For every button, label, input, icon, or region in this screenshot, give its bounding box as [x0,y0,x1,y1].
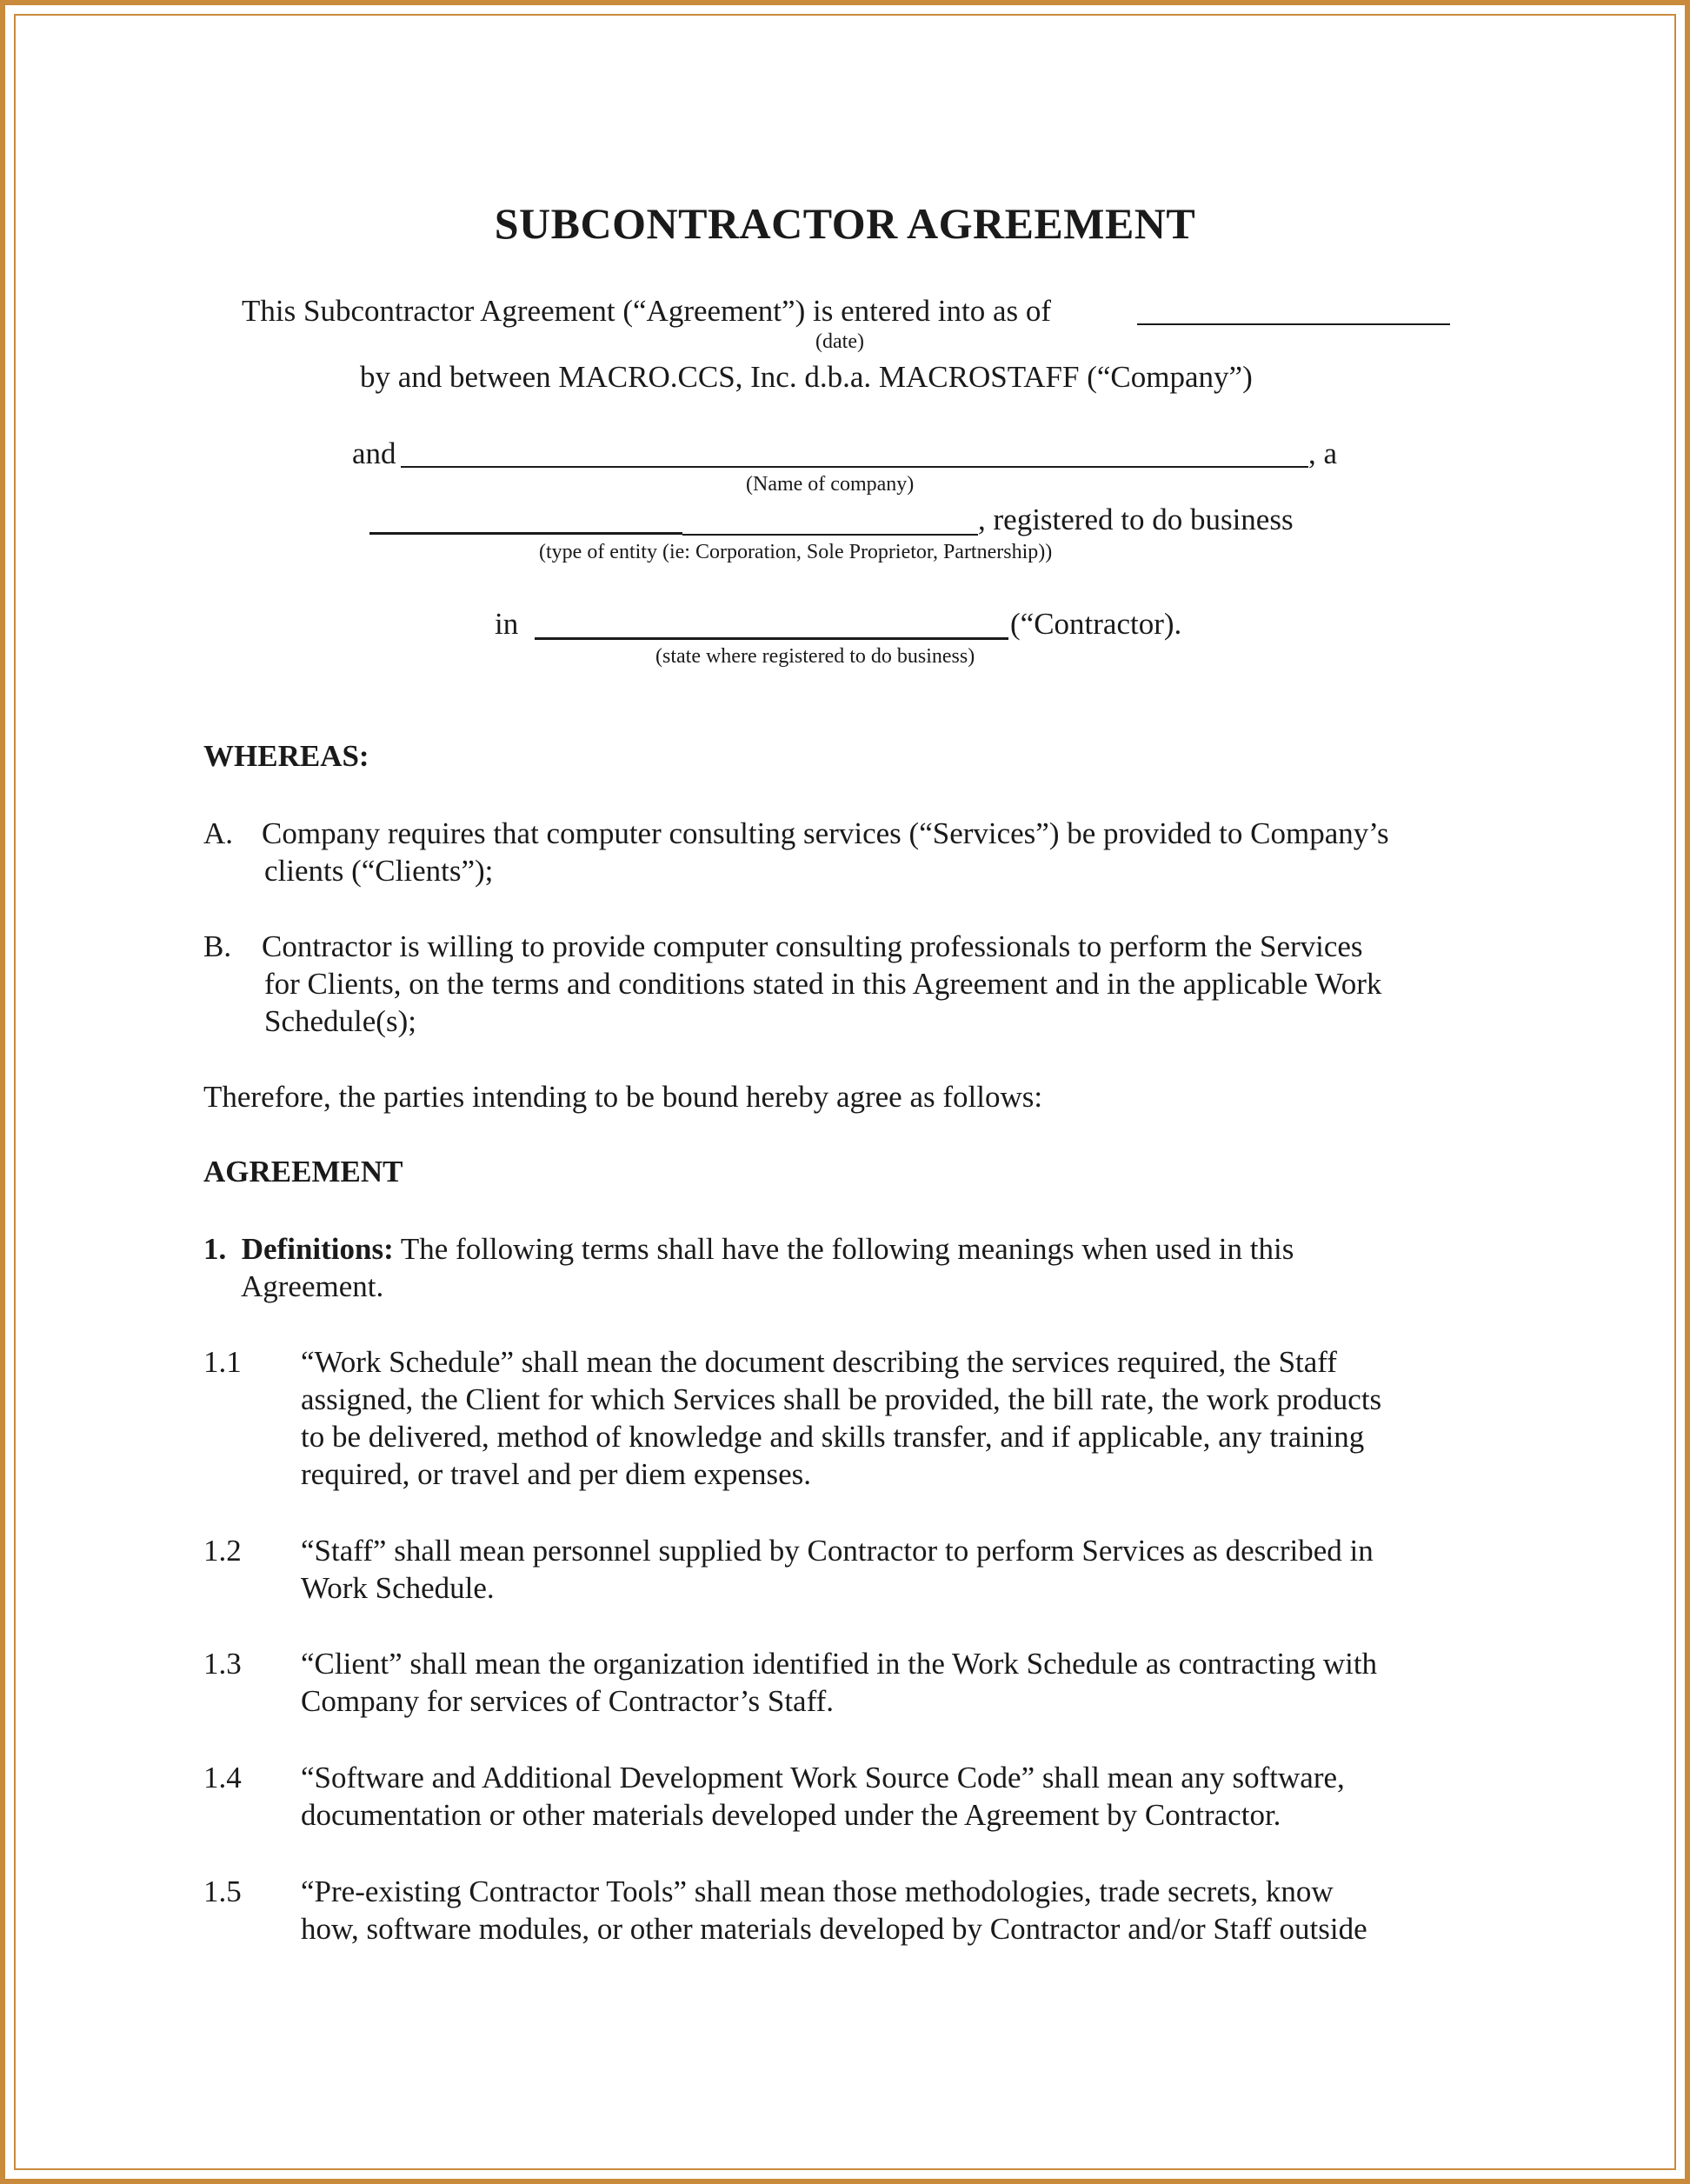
definition-line: “Software and Additional Development Work Source Code” shall mean any software, [301,1761,1345,1794]
contractor-suffix: (“Contractor). [1010,607,1182,641]
company-name-blank[interactable] [401,466,1308,468]
section-1-number: 1. [203,1232,227,1266]
in-label: in [495,607,519,641]
state-caption: (state where registered to do business) [655,645,975,668]
date-caption: (date) [815,330,864,353]
whereas-a-line-2: clients (“Clients”); [264,854,494,888]
definition-line: documentation or other materials developed under the Agreement by Contractor. [301,1798,1281,1832]
whereas-b-line-2: for Clients, on the terms and conditions stated in this Agreement and in the applicable Work [264,967,1382,1001]
whereas-b-line-3: Schedule(s); [264,1004,416,1038]
date-blank[interactable] [1137,323,1450,325]
definition-line: “Pre-existing Contractor Tools” shall mean those methodologies, trade secrets, know [301,1874,1334,1908]
whereas-marker-b: B. [203,929,232,963]
whereas-a-line-1: Company requires that computer consulting services (“Services”) be provided to Company’s [262,816,1389,850]
entity-caption: (type of entity (ie: Corporation, Sole Proprietor, Partnership)) [539,541,1053,563]
therefore-text: Therefore, the parties intending to be bound hereby agree as follows: [203,1080,1043,1114]
name-caption: (Name of company) [746,473,915,496]
whereas-b-line-1: Contractor is willing to provide computer consulting professionals to perform the Services [262,929,1363,963]
definition-number: 1.4 [203,1761,242,1794]
section-1-line-1 [203,1230,1294,1268]
intro-text-1: This Subcontractor Agreement (“Agreement”) is entered into as of [242,294,1052,328]
entity-blank-2[interactable] [682,534,978,536]
and-suffix: , a [1308,436,1338,470]
definition-line: required, or travel and per diem expenses. [301,1457,811,1491]
whereas-heading: WHEREAS: [203,739,369,773]
entity-blank-1[interactable] [369,532,682,535]
definition-number: 1.1 [203,1345,242,1379]
section-1-label: Definitions: [241,1232,394,1266]
document-title: SUBCONTRACTOR AGREEMENT [494,199,1196,248]
section-1-text-1: The following terms shall have the following meanings when used in this [400,1232,1294,1266]
definition-line: “Staff” shall mean personnel supplied by Contractor to perform Services as described in [301,1534,1374,1568]
definition-line: “Client” shall mean the organization identified in the Work Schedule as contracting with [301,1647,1378,1681]
definition-line: Company for services of Contractor’s Staff. [301,1684,835,1718]
definition-number: 1.2 [203,1534,242,1568]
definition-line: “Work Schedule” shall mean the document describing the services required, the Staff [301,1345,1337,1379]
definition-line: how, software modules, or other materials developed by Contractor and/or Staff outside [301,1912,1367,1946]
whereas-marker-a: A. [203,816,234,850]
and-label: and [352,436,396,470]
intro-line-1 [242,292,1051,330]
registered-suffix: , registered to do business [978,503,1294,536]
state-blank[interactable] [535,637,1008,640]
agreement-heading: AGREEMENT [203,1155,403,1189]
definition-number: 1.3 [203,1647,242,1681]
section-1-text-2: Agreement. [241,1269,384,1303]
definition-line: Work Schedule. [301,1571,495,1605]
definition-line: to be delivered, method of knowledge and skills transfer, and if applicable, any training [301,1420,1365,1454]
intro-line-2: by and between MACRO.CCS, Inc. d.b.a. MACROSTAFF (“Company”) [360,360,1253,394]
definition-number: 1.5 [203,1874,242,1908]
definition-line: assigned, the Client for which Services shall be provided, the bill rate, the work products [301,1382,1382,1416]
